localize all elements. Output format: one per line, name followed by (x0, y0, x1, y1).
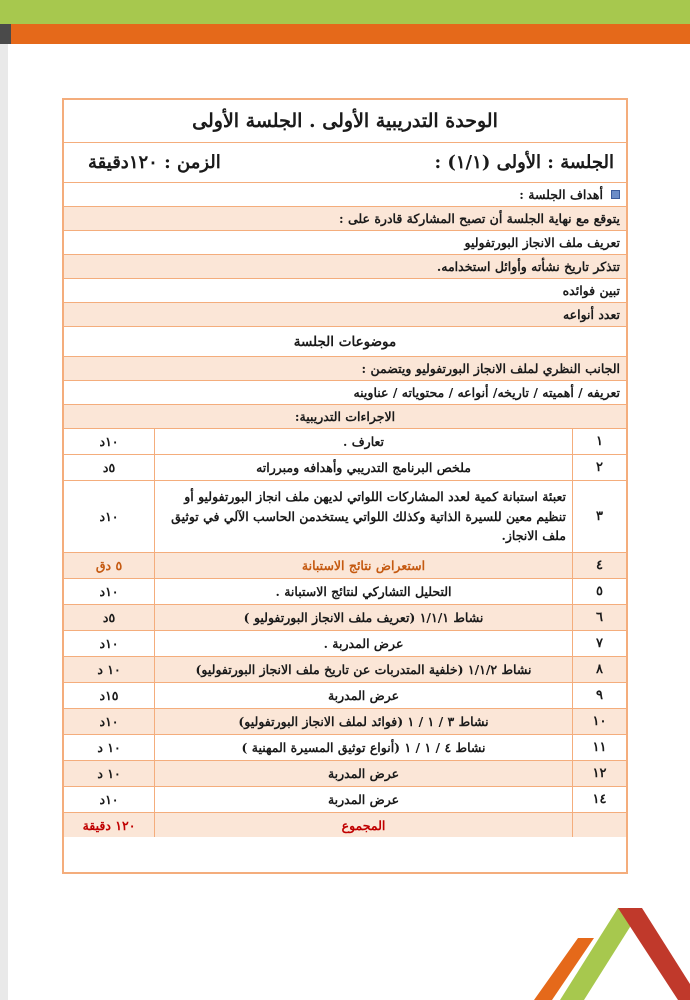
page-edge-shadow (0, 0, 8, 1000)
row-activity: عرض المدربة (154, 683, 572, 708)
row-activity: عرض المدربة (154, 761, 572, 786)
objectives-heading: أهداف الجلسة : (519, 187, 603, 202)
row-duration: ٥د (102, 610, 116, 625)
total-row (64, 813, 626, 837)
row-number: ٤ (572, 553, 626, 578)
topics-line2: تعريفه / أهميته / تاريخه/ أنواعه / محتوياته / عناوينه (353, 385, 620, 400)
row-duration: ١٠د (99, 509, 119, 524)
total-number-cell (572, 813, 626, 837)
objectives-intro-row (64, 207, 626, 231)
topics-line-row (64, 357, 626, 381)
table-row (64, 429, 626, 455)
table-row (64, 631, 626, 657)
procedures-heading: الاجراءات التدريبية: (294, 409, 396, 424)
row-duration: ١٠ د (97, 740, 121, 755)
topics-line-row (64, 381, 626, 405)
row-activity: نشاط ١/١/٢ (خلفية المتدربات عن تاريخ ملف الانجاز البورتفوليو) (154, 657, 572, 682)
row-duration: ١٠د (99, 434, 119, 449)
objective-item (64, 279, 626, 303)
row-number: ١٤ (572, 787, 626, 812)
objective-item (64, 231, 626, 255)
row-duration: ١٠د (99, 792, 119, 807)
table-row (64, 455, 626, 481)
session-time: الزمن : ١٢٠دقيقة (88, 152, 221, 173)
row-duration: ٥ دق (95, 558, 123, 573)
row-activity: نشاط ٤ / ١ / ١ (أنواع توثيق المسيرة المهنية ) (154, 735, 572, 760)
objective-item (64, 255, 626, 279)
procedures-heading-row (64, 405, 626, 429)
header-green-bar (0, 0, 690, 24)
objective-text: تتذكر تاريخ نشأته وأوائل استخدامه. (436, 259, 620, 274)
row-number: ١٠ (572, 709, 626, 734)
header-dark-tab (0, 24, 11, 44)
topics-heading-row (64, 327, 626, 357)
table-row (64, 553, 626, 579)
session-row (64, 143, 626, 183)
row-duration: ١٠د (99, 714, 119, 729)
row-activity: عرض المدربة . (154, 631, 572, 656)
unit-title-row (64, 100, 626, 143)
row-number: ٥ (572, 579, 626, 604)
table-row (64, 579, 626, 605)
row-number: ٩ (572, 683, 626, 708)
objective-item (64, 303, 626, 327)
row-number: ١ (572, 429, 626, 454)
row-activity: عرض المدربة (154, 787, 572, 812)
table-row (64, 605, 626, 631)
bullet-square-icon (611, 190, 620, 199)
row-activity: ملخص البرنامج التدريبي وأهدافه ومبرراته (154, 455, 572, 480)
session-label: الجلسة : الأولى (١/١) : (434, 152, 614, 173)
row-duration: ١٠د (99, 636, 119, 651)
table-row (64, 761, 626, 787)
row-duration: ٥د (102, 460, 116, 475)
corner-triangles-logo (530, 908, 690, 1000)
row-number: ٢ (572, 455, 626, 480)
objectives-heading-row (64, 183, 626, 207)
row-activity: استعراض نتائج الاستبانة (154, 553, 572, 578)
row-activity: تعارف . (154, 429, 572, 454)
table-row (64, 481, 626, 553)
row-activity: نشاط ٣ / ١ / ١ (فوائد لملف الانجاز البورتفوليو) (154, 709, 572, 734)
row-number: ١١ (572, 735, 626, 760)
header-orange-bar (0, 24, 690, 44)
row-duration: ١٠ د (97, 662, 121, 677)
row-number: ٦ (572, 605, 626, 630)
total-label: المجموع (154, 813, 572, 837)
row-number: ٣ (572, 481, 626, 552)
topics-line1: الجانب النظري لملف الانجاز البورتفوليو ويتضمن : (361, 361, 620, 376)
row-activity: نشاط ١/١/١ (تعريف ملف الانجاز البورتفوليو ) (154, 605, 572, 630)
row-duration: ١٠ د (97, 766, 121, 781)
topics-heading: موضوعات الجلسة (293, 333, 397, 350)
row-activity: التحليل التشاركي لنتائج الاستبانة . (154, 579, 572, 604)
total-duration: ١٢٠ دقيقة (82, 817, 136, 833)
row-activity: تعبئة استبانة كمية لعدد المشاركات اللواتي لديهن ملف انجاز البورتفوليو أو تنظيم معين للسيرة الذاتية وكذلك اللواتي يستخدمن الحاسب الآلي في توثيق ملف الانجاز. (154, 481, 572, 552)
table-row (64, 735, 626, 761)
row-duration: ١٥د (99, 688, 119, 703)
objective-text: تبين فوائده (562, 283, 620, 298)
objectives-intro: يتوقع مع نهاية الجلسة أن تصبح المشاركة قادرة على : (339, 211, 620, 226)
row-duration: ١٠د (99, 584, 119, 599)
row-number: ١٢ (572, 761, 626, 786)
row-number: ٨ (572, 657, 626, 682)
objective-text: تعريف ملف الانجاز البورتفوليو (464, 235, 620, 250)
session-plan-table (62, 98, 628, 874)
row-number: ٧ (572, 631, 626, 656)
table-row (64, 787, 626, 813)
table-row (64, 657, 626, 683)
unit-title: الوحدة التدريبية الأولى . الجلسة الأولى (192, 110, 498, 132)
table-row (64, 683, 626, 709)
objective-text: تعدد أنواعه (562, 307, 620, 322)
table-row (64, 709, 626, 735)
